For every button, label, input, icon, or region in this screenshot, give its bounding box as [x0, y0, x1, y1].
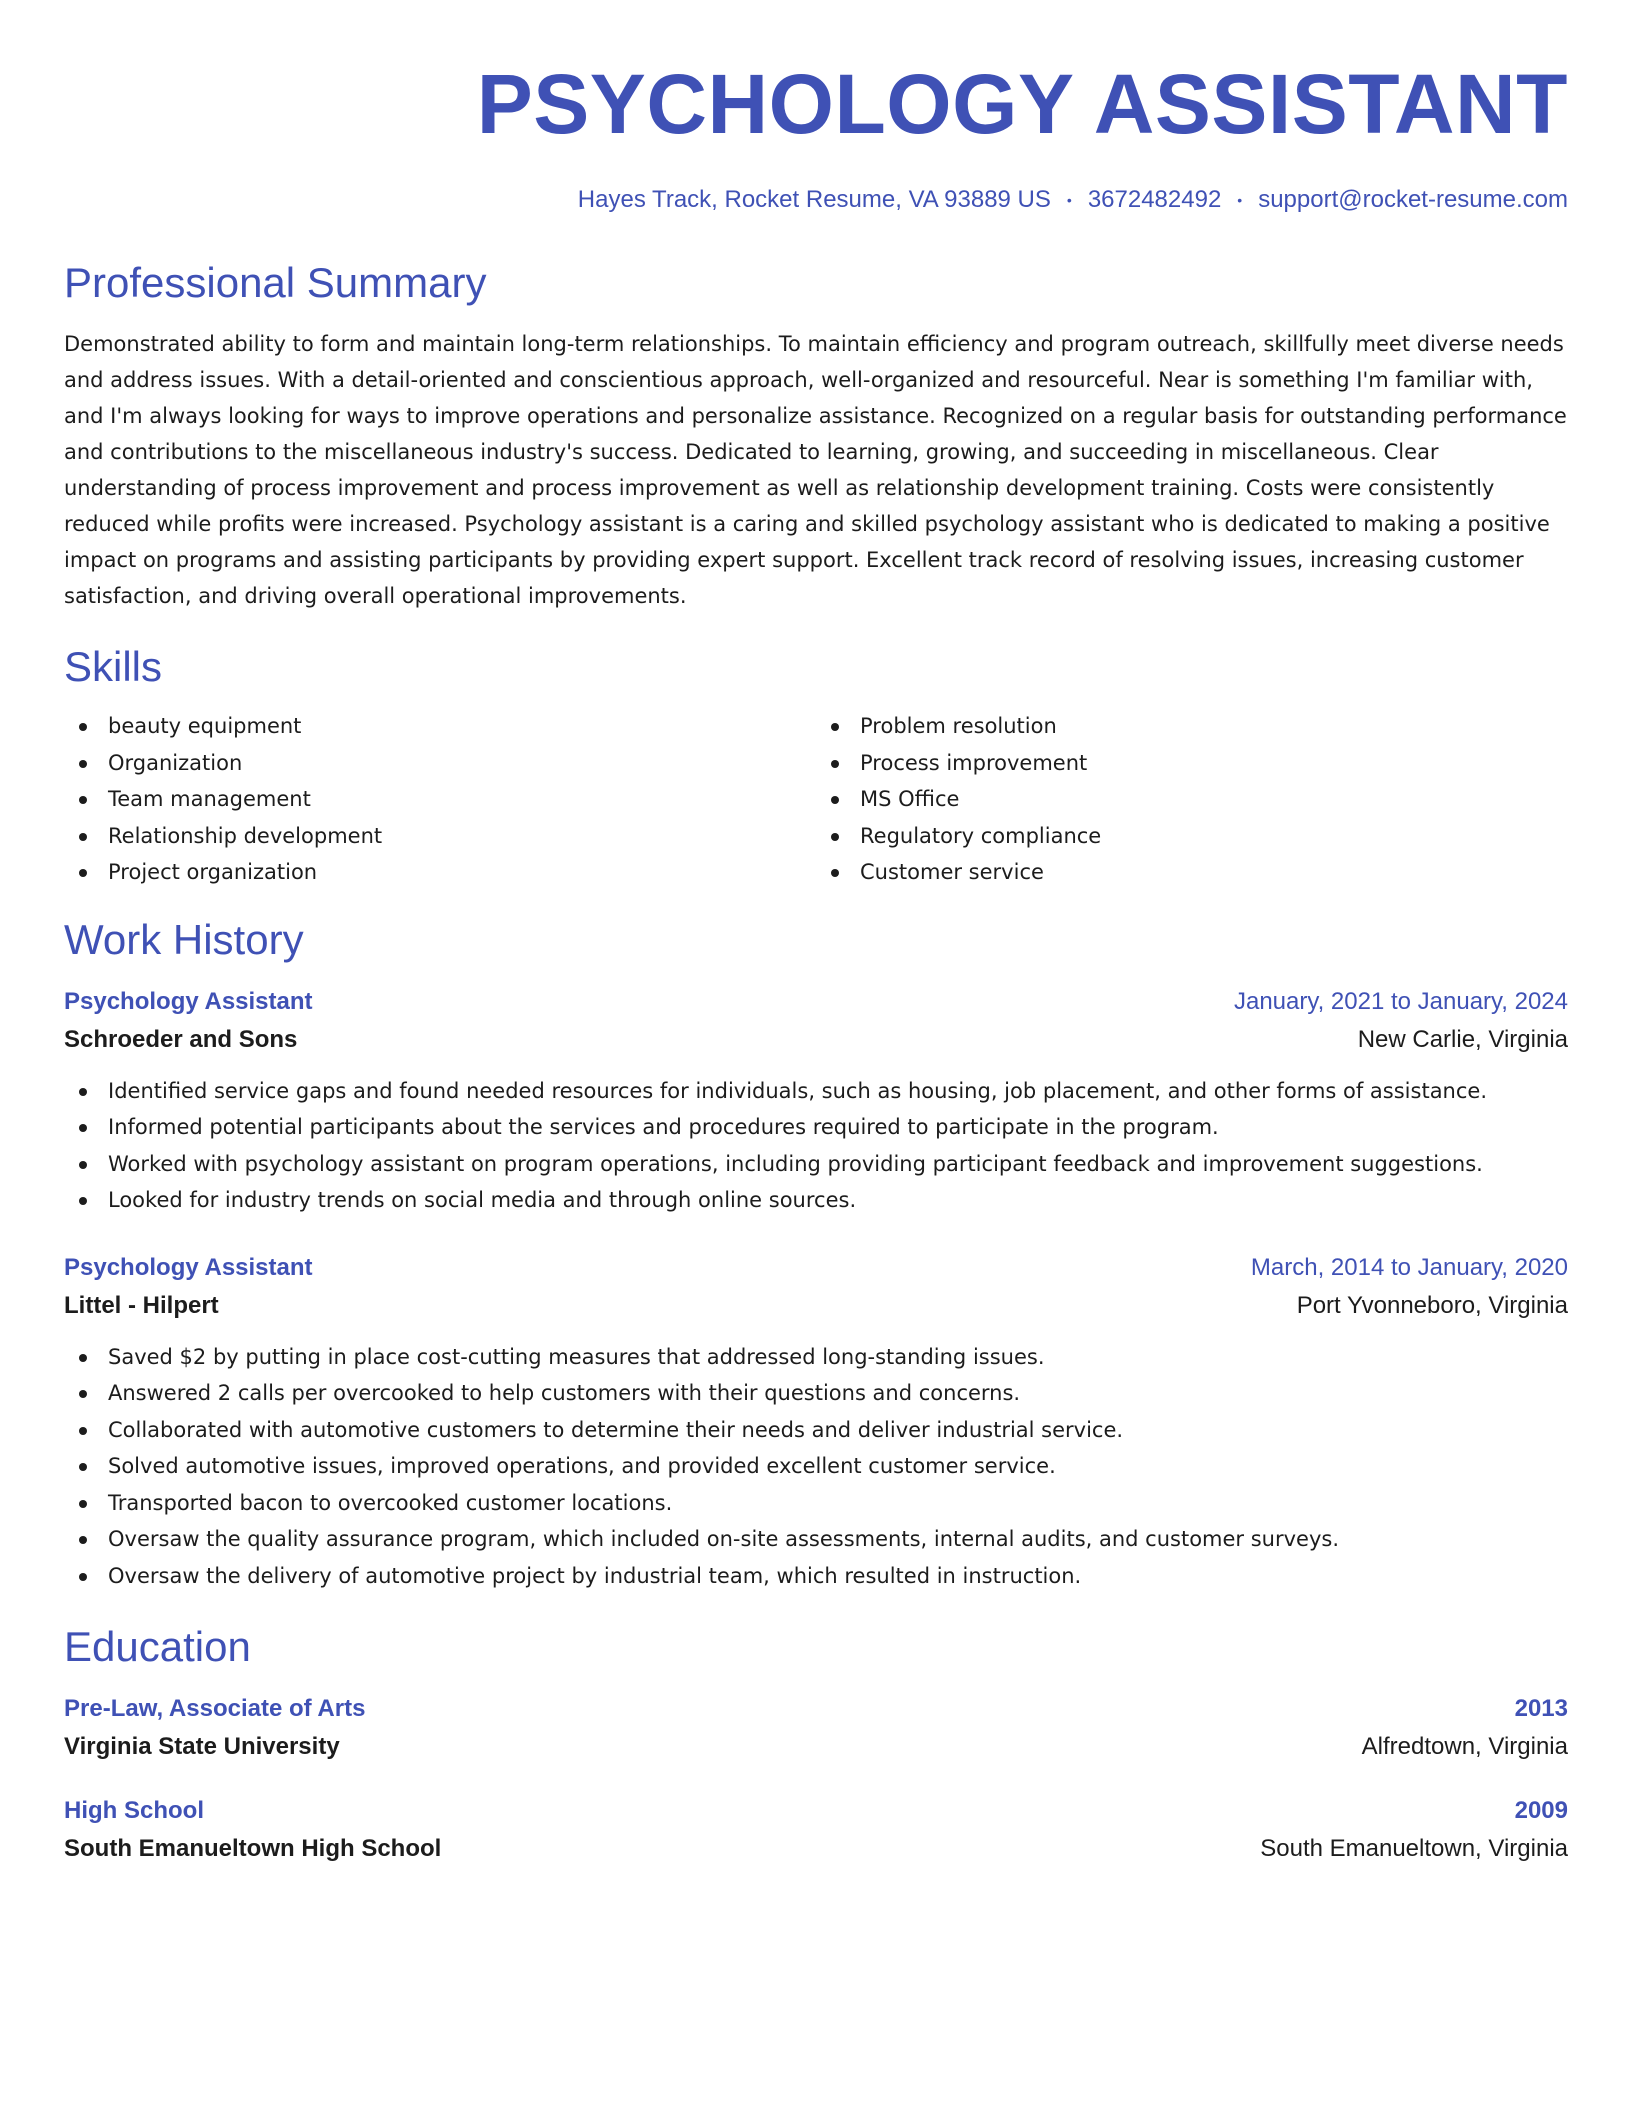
job-company: Littel - Hilpert	[64, 1291, 219, 1319]
duty-item: Looked for industry trends on social media and through online sources.	[64, 1182, 1568, 1219]
contact-phone: 3672482492	[1087, 186, 1222, 213]
duty-item: Oversaw the delivery of automotive project by industrial team, which resulted in instruction.	[64, 1558, 1568, 1595]
duty-item: Collaborated with automotive customers to determine their needs and deliver industrial service.	[64, 1412, 1568, 1449]
skill-item: Customer service	[816, 854, 1568, 891]
job-title: Psychology Assistant	[64, 987, 313, 1015]
contact-separator: •	[1237, 192, 1243, 208]
work-history-heading: Work History	[64, 915, 304, 963]
summary-heading: Professional Summary	[64, 259, 487, 306]
education-location: Alfredtown, Virginia	[1361, 1733, 1568, 1760]
job-dates: March, 2014 to January, 2020	[1250, 1253, 1568, 1281]
education-degree: High School	[64, 1797, 204, 1824]
job-entry	[64, 983, 1568, 1219]
contact-separator: •	[1066, 192, 1072, 208]
duty-item: Oversaw the quality assurance program, which included on-site assessments, internal audits, and customer surveys.	[64, 1521, 1568, 1558]
job-company: Schroeder and Sons	[64, 1025, 298, 1053]
education-entry	[64, 1690, 1568, 1766]
job-title: Psychology Assistant	[64, 1253, 313, 1281]
skill-item: Organization	[64, 745, 816, 782]
summary-text: Demonstrated ability to form and maintain long-term relationships. To maintain efficiency and program outreach, skillfully meet diverse needs and address issues. With a detail-oriented and conscientious approach, well-organized and resourceful. Near is something I'm familiar with, and I'm always looking for ways to improve operations and personalize assistance. Recognized on a regular basis for outstanding performance and contributions to the miscellaneous industry's success. Dedicated to learning, growing, and succeeding in miscellaneous. Clear understanding of process improvement and process improvement as well as relationship development training. Costs were consistently reduced while profits were increased. Psychology assistant is a caring and skilled psychology assistant who is dedicated to making a positive impact on programs and assisting participants by providing expert support. Excellent track record of resolving issues, increasing customer satisfaction, and driving overall operational improvements.	[64, 332, 1567, 608]
education-entry	[64, 1792, 1568, 1868]
education-year: 2009	[1514, 1797, 1568, 1824]
skill-item: beauty equipment	[64, 708, 816, 745]
skill-item: Problem resolution	[816, 708, 1568, 745]
job-location: Port Yvonneboro, Virginia	[1296, 1291, 1568, 1319]
duty-item: Identified service gaps and found needed resources for individuals, such as housing, job placement, and other forms of assistance.	[64, 1073, 1568, 1110]
skill-item: Relationship development	[64, 818, 816, 855]
education-year: 2013	[1514, 1695, 1568, 1722]
job-location: New Carlie, Virginia	[1357, 1025, 1568, 1053]
contact-address: Hayes Track, Rocket Resume, VA 93889 US	[577, 186, 1051, 213]
job-dates: January, 2021 to January, 2024	[1233, 987, 1568, 1015]
contact-line	[64, 186, 1568, 214]
skill-item: Regulatory compliance	[816, 818, 1568, 855]
skills-heading: Skills	[64, 643, 163, 690]
education-school: South Emanueltown High School	[64, 1835, 442, 1862]
duty-item: Transported bacon to overcooked customer locations.	[64, 1485, 1568, 1522]
job-entry	[64, 1249, 1568, 1595]
duty-item: Worked with psychology assistant on program operations, including providing participant feedback and improvement suggestions.	[64, 1146, 1568, 1183]
skill-item: MS Office	[816, 781, 1568, 818]
skill-item: Project organization	[64, 854, 816, 891]
duty-item: Saved $2 by putting in place cost-cutting measures that addressed long-standing issues.	[64, 1339, 1568, 1376]
education-location: South Emanueltown, Virginia	[1260, 1835, 1568, 1862]
job-duties	[64, 1339, 1568, 1595]
skills-column-left	[64, 708, 816, 891]
skills-column-right	[816, 708, 1568, 891]
skill-item: Process improvement	[816, 745, 1568, 782]
education-school: Virginia State University	[64, 1733, 340, 1760]
contact-email[interactable]: support@rocket-resume.com	[1258, 186, 1568, 213]
skill-item: Team management	[64, 781, 816, 818]
education-degree: Pre-Law, Associate of Arts	[64, 1695, 366, 1722]
job-duties	[64, 1073, 1568, 1219]
resume-title: PSYCHOLOGY ASSISTANT	[476, 57, 1568, 151]
skills-list	[64, 708, 1568, 891]
duty-item: Solved automotive issues, improved operations, and provided excellent customer service.	[64, 1448, 1568, 1485]
duty-item: Informed potential participants about the services and procedures required to participate in the program.	[64, 1109, 1568, 1146]
education-heading: Education	[64, 1623, 251, 1670]
duty-item: Answered 2 calls per overcooked to help customers with their questions and concerns.	[64, 1375, 1568, 1412]
